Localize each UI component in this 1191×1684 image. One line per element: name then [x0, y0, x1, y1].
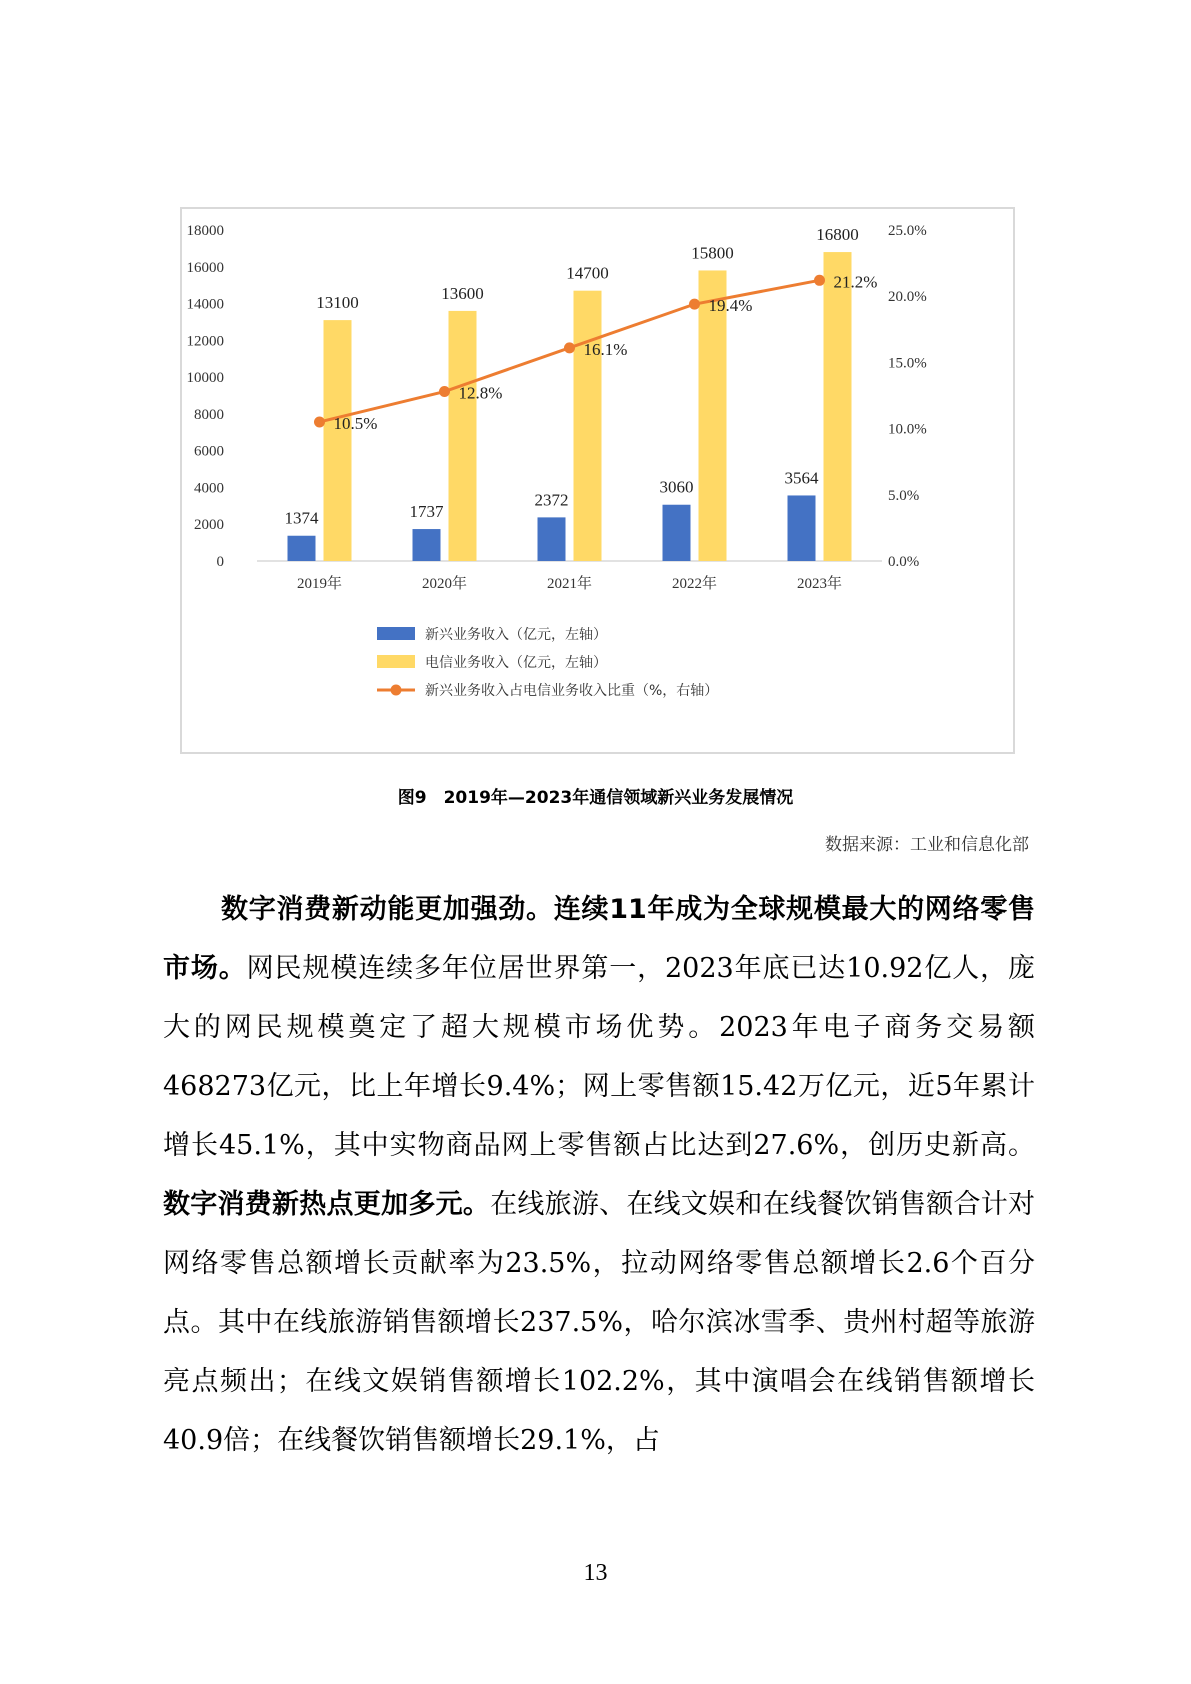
bar-data-label: 1374 — [284, 508, 319, 528]
y-right-tick-label: 15.0% — [888, 355, 927, 372]
bar — [324, 320, 352, 561]
line-data-label: 19.4% — [708, 296, 753, 316]
line-data-label: 21.2% — [833, 272, 878, 292]
x-tick-label: 2022年 — [671, 576, 718, 592]
line-point — [814, 275, 825, 286]
y-left-tick-label: 0 — [216, 554, 224, 570]
x-tick-label: 2019年 — [296, 576, 343, 592]
y-right-tick-label: 20.0% — [888, 289, 927, 306]
bar-data-label: 14700 — [566, 263, 609, 283]
line-data-label: 10.5% — [333, 413, 378, 433]
bold-heading-2: 数字消费新热点更加多元。 — [163, 1189, 491, 1220]
combo-chart — [182, 209, 1017, 756]
bar-data-label: 16800 — [816, 225, 859, 245]
bar — [449, 311, 477, 561]
x-tick-label: 2020年 — [421, 576, 468, 592]
line-data-label: 12.8% — [458, 383, 503, 403]
y-left-tick-label: 10000 — [186, 370, 224, 387]
y-left-tick-label: 8000 — [194, 406, 224, 423]
line-point — [689, 299, 700, 310]
legend-swatch — [377, 627, 415, 640]
bar — [538, 517, 566, 561]
bar-series — [285, 225, 859, 561]
bar — [824, 252, 852, 561]
legend-swatch-marker — [391, 685, 402, 696]
bar — [288, 536, 316, 561]
bar — [663, 505, 691, 561]
bar-data-label: 2372 — [534, 490, 569, 510]
line-point — [439, 386, 450, 397]
bar — [413, 529, 441, 561]
y-right-tick-label: 5.0% — [888, 487, 920, 504]
bar-data-label: 13600 — [441, 283, 484, 303]
legend-label: 新兴业务收入占电信业务收入比重（%，右轴） — [425, 683, 719, 699]
y-right-tick-label: 10.0% — [888, 421, 927, 438]
legend-swatch — [377, 655, 415, 668]
left-axis — [187, 223, 225, 570]
bar — [788, 495, 816, 561]
data-source: 数据来源：工业和信息化部 — [825, 835, 1029, 855]
y-left-tick-label: 2000 — [194, 517, 224, 534]
bar — [574, 291, 602, 561]
page-number: 13 — [583, 1560, 608, 1586]
bar-data-label: 3060 — [659, 477, 694, 497]
x-tick-label: 2021年 — [546, 576, 593, 592]
y-left-tick-label: 6000 — [194, 443, 224, 460]
paragraph-text-2: 在线旅游、在线文娱和在线餐饮销售额合计对网络零售总额增长贡献率为23.5%，拉动网络零售总额增长2.6个百分点。其中在线旅游销售额增长237.5%，哈尔滨冰雪季、贵州村超等旅游亮点频出；在线文娱销售额增长102.2%，其中演唱会在线销售额增长40.9倍；在线餐饮销售额增长29.1%，占 — [163, 1189, 1036, 1456]
y-left-tick-label: 14000 — [186, 296, 224, 313]
chart-frame — [180, 207, 1015, 754]
y-right-tick-label: 0.0% — [888, 554, 920, 570]
y-left-tick-label: 4000 — [194, 480, 224, 497]
paragraph-text-1: 网民规模连续多年位居世界第一，2023年底已达10.92亿人，庞大的网民规模奠定了超大规模市场优势。2023年电子商务交易额468273亿元，比上年增长9.4%；网上零售额15.42万亿元，近5年累计增长45.1%，其中实物商品网上零售额占比达到27.6%，创历史新高。 — [163, 953, 1035, 1161]
bar-data-label: 13100 — [316, 293, 359, 313]
figure-caption: 图9 2019年—2023年通信领域新兴业务发展情况 — [397, 788, 794, 808]
bold-heading-1: 数字消费新动能更加强劲。连续11年成为全球规模最大的网络零售市场。 — [163, 894, 1035, 984]
line-point — [314, 416, 325, 427]
y-left-tick-label: 16000 — [186, 259, 224, 276]
y-left-tick-label: 12000 — [186, 333, 224, 350]
bar-data-label: 1737 — [409, 502, 444, 522]
line-point — [564, 342, 575, 353]
bar-data-label: 15800 — [691, 243, 734, 263]
x-axis-labels — [297, 574, 842, 592]
x-tick-label: 2023年 — [796, 576, 843, 592]
body-paragraph — [163, 880, 1035, 1470]
legend — [377, 626, 718, 699]
line-data-label: 16.1% — [583, 339, 628, 359]
legend-label: 电信业务收入（亿元，左轴） — [425, 655, 607, 671]
right-axis — [888, 223, 927, 570]
legend-label: 新兴业务收入（亿元，左轴） — [425, 627, 607, 643]
y-left-tick-label: 18000 — [186, 223, 224, 239]
bar-data-label: 3564 — [784, 468, 819, 488]
y-right-tick-label: 25.0% — [888, 223, 927, 239]
